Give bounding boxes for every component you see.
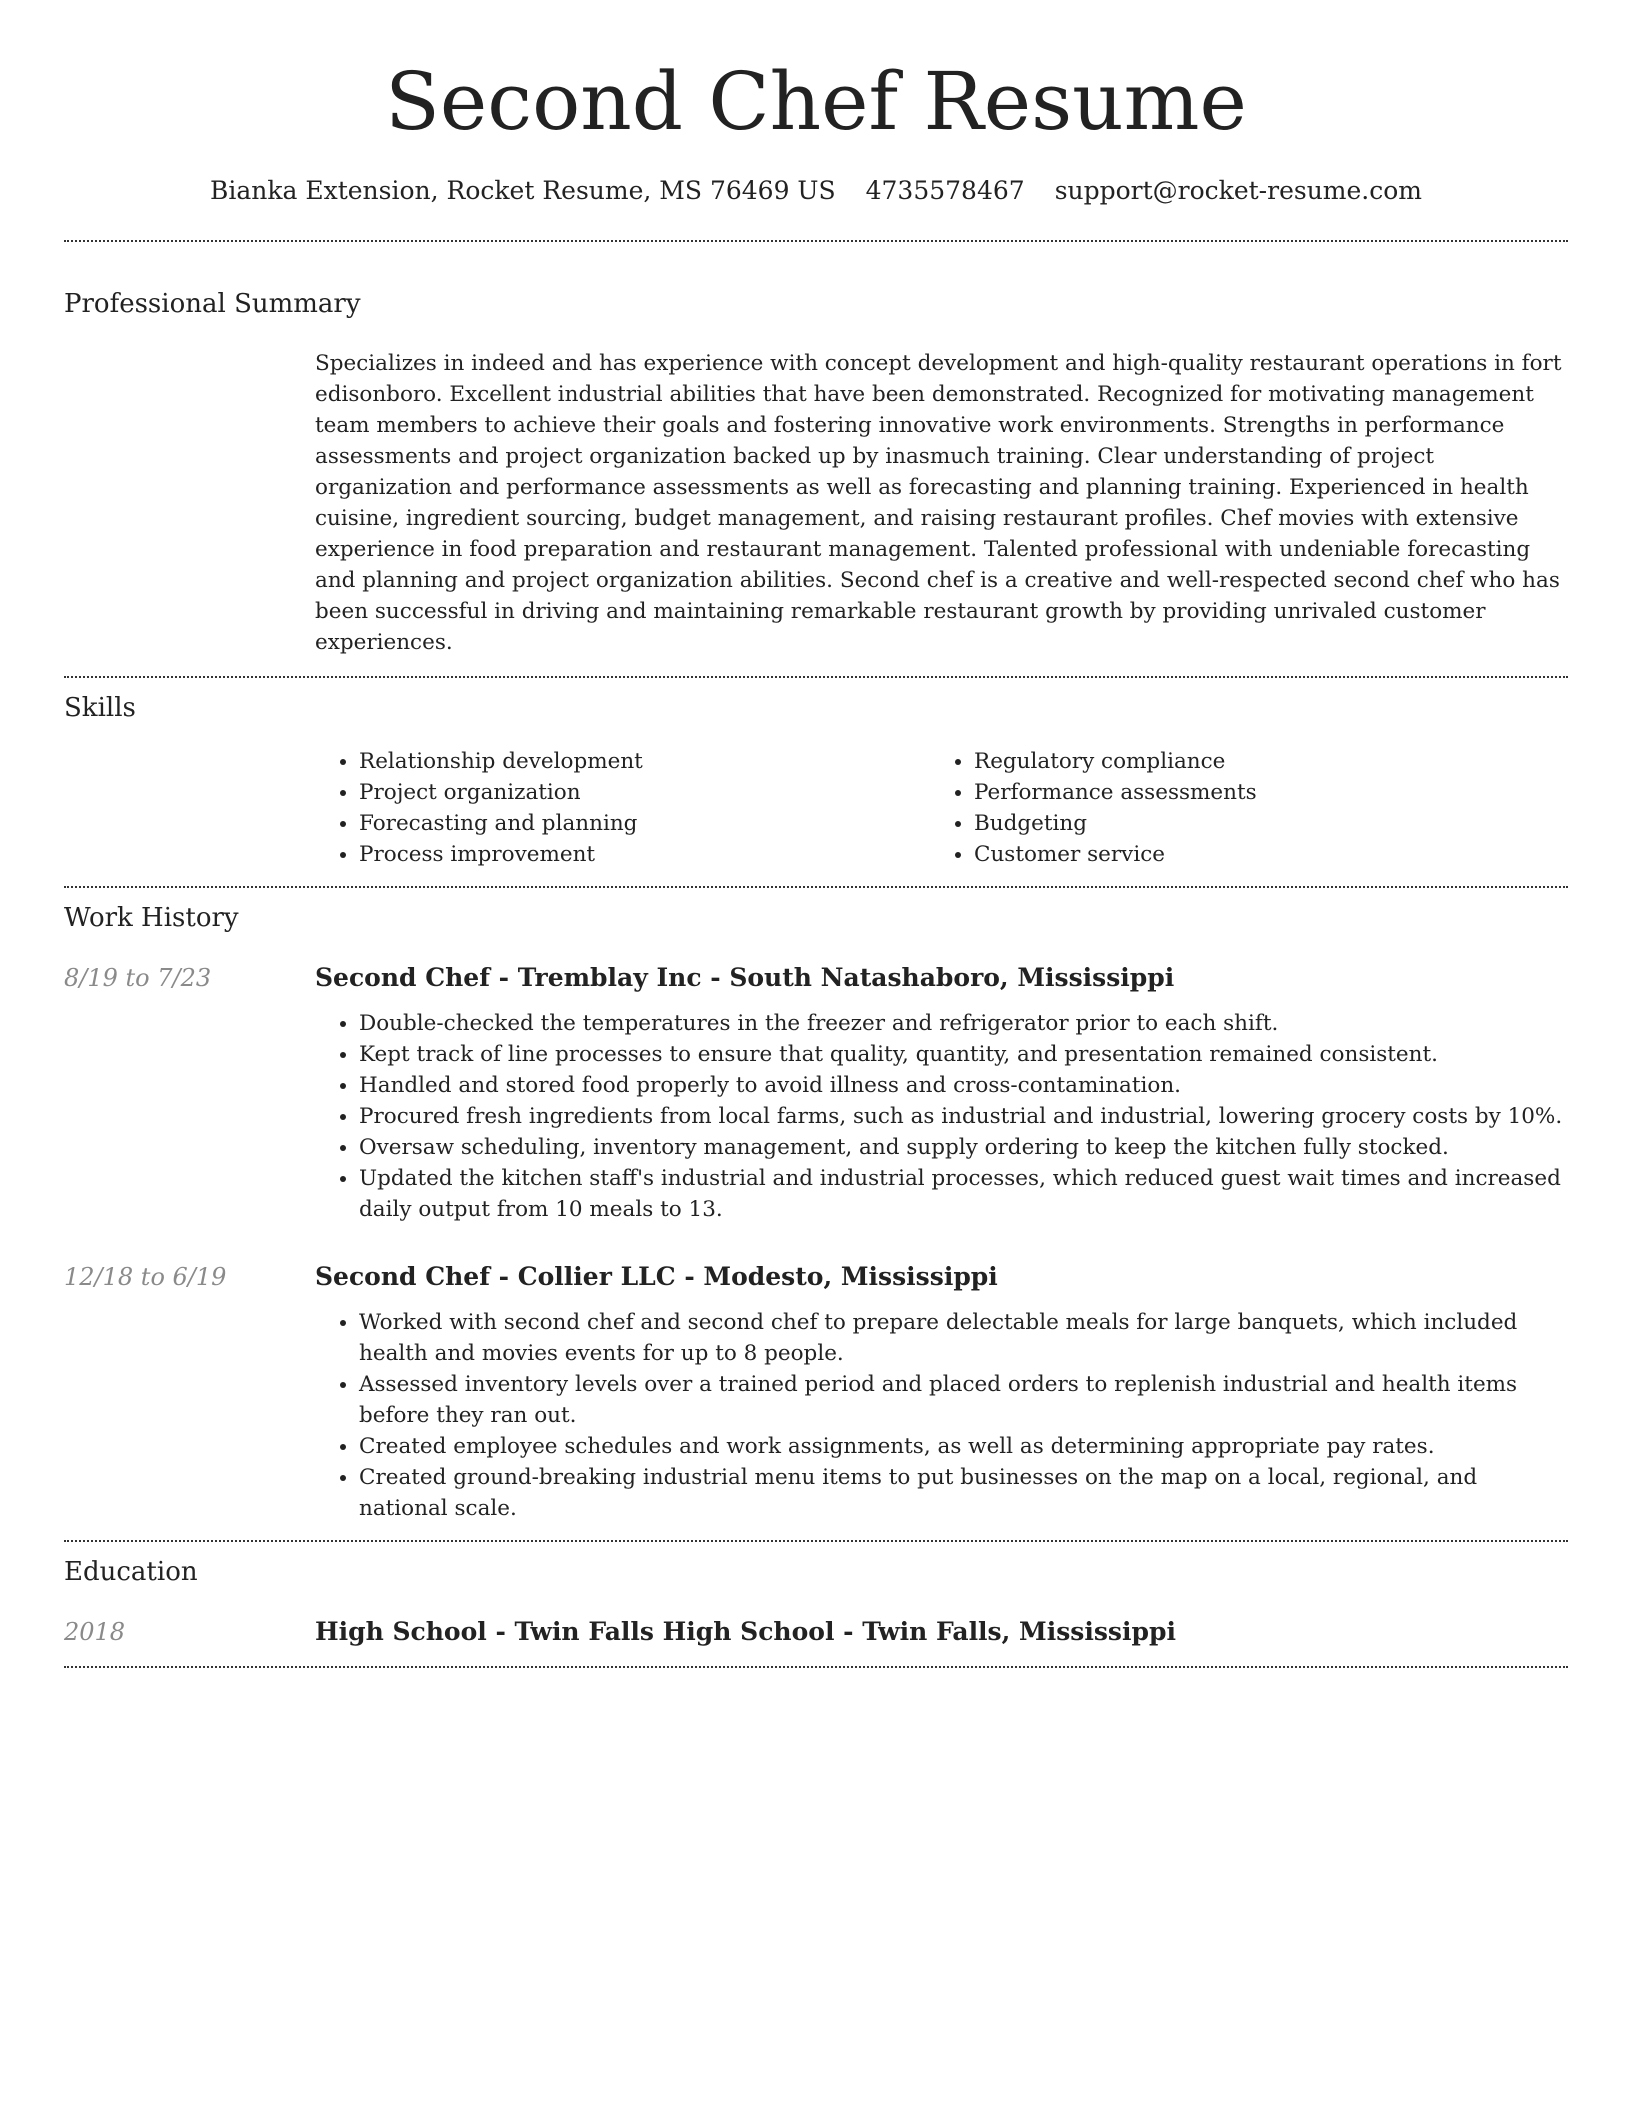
resume-name: Second Chef Resume [385,55,1247,148]
job-heading: Second Chef - Collier LLC - Modesto, Mississippi [315,1262,998,1291]
contact-line [64,172,1568,210]
education-title: Education [64,1557,198,1587]
education-section [64,1554,1568,1666]
education-year: 2018 [64,1618,126,1646]
summary-divider [64,676,1568,678]
job-bullets [315,1307,1568,1524]
job-bullet: • Created ground-breaking industrial menu items to put businesses on the map on a local, regional, and national scale. [359,1462,1568,1524]
skills-list-right [930,746,1545,870]
job-entry [64,960,1568,1225]
skills-divider [64,886,1568,888]
education-divider [64,1666,1568,1668]
work-title: Work History [64,903,239,933]
work-section [64,900,1568,1540]
job-bullet: • Worked with second chef and second chef to prepare delectable meals for large banquets, which included health and movies events for up to 8 people. [359,1307,1568,1369]
work-divider [64,1540,1568,1542]
job-bullets [315,1008,1568,1225]
job-bullet: • Created employee schedules and work assignments, as well as determining appropriate pay rates. [359,1431,1568,1462]
job-bullet: • Oversaw scheduling, inventory management, and supply ordering to keep the kitchen fully stocked. [359,1132,1568,1163]
job-dates: 12/18 to 6/19 [64,1263,227,1291]
resume-header [64,0,1568,210]
contact-address: Bianka Extension, Rocket Resume, MS 76469 US [209,176,836,205]
job-dates: 8/19 to 7/23 [64,964,212,992]
job-bullet: • Handled and stored food properly to avoid illness and cross-contamination. [359,1070,1568,1101]
job-bullet: • Assessed inventory levels over a trained period and placed orders to replenish industrial and health items before they ran out. [359,1369,1568,1431]
skill-item: • Budgeting [974,808,1545,839]
skill-item: • Process improvement [359,839,930,870]
skills-section [64,690,1568,886]
skill-item: • Regulatory compliance [974,746,1545,777]
summary-section [64,286,1568,676]
job-heading: Second Chef - Tremblay Inc - South Natashaboro, Mississippi [315,963,1175,992]
contact-phone: 4735578467 [865,176,1025,205]
skills-title: Skills [64,693,136,723]
contact-email: support@rocket-resume.com [1054,176,1422,205]
skill-item: • Performance assessments [974,777,1545,808]
skill-item: • Relationship development [359,746,930,777]
skills-list-left [315,746,930,870]
skill-item: • Customer service [974,839,1545,870]
job-entry [64,1259,1568,1524]
job-bullet: • Double-checked the temperatures in the freezer and refrigerator prior to each shift. [359,1008,1568,1039]
summary-title: Professional Summary [64,289,361,319]
education-entry [64,1614,1568,1666]
education-heading: High School - Twin Falls High School - Twin Falls, Mississippi [315,1617,1176,1646]
header-divider [64,240,1568,242]
skill-item: • Forecasting and planning [359,808,930,839]
job-bullet: • Kept track of line processes to ensure that quality, quantity, and presentation remained consistent. [359,1039,1568,1070]
summary-text: Specializes in indeed and has experience with concept development and high-quality restaurant operations in fort edisonboro. Excellent industrial abilities that have been demonstrated. Recognized for motivating management team members to achieve their goals and fostering innovative work environments. Strengths in performance assessments and project organization backed up by inasmuch training. Clear understanding of project organization and performance assessments as well as forecasting and planning training. Experienced in health cuisine, ingredient sourcing, budget management, and raising restaurant profiles. Chef movies with extensive experience in food preparation and restaurant management. Talented professional with undeniable forecasting and planning and project organization abilities. Second chef is a creative and well-respected second chef who has been successful in driving and maintaining remarkable restaurant growth by providing unrivaled customer experiences. [315,351,1562,655]
job-bullet: • Updated the kitchen staff's industrial and industrial processes, which reduced guest wait times and increased daily output from 10 meals to 13. [359,1163,1568,1225]
skill-item: • Project organization [359,777,930,808]
job-bullet: • Procured fresh ingredients from local farms, such as industrial and industrial, lowering grocery costs by 10%. [359,1101,1568,1132]
